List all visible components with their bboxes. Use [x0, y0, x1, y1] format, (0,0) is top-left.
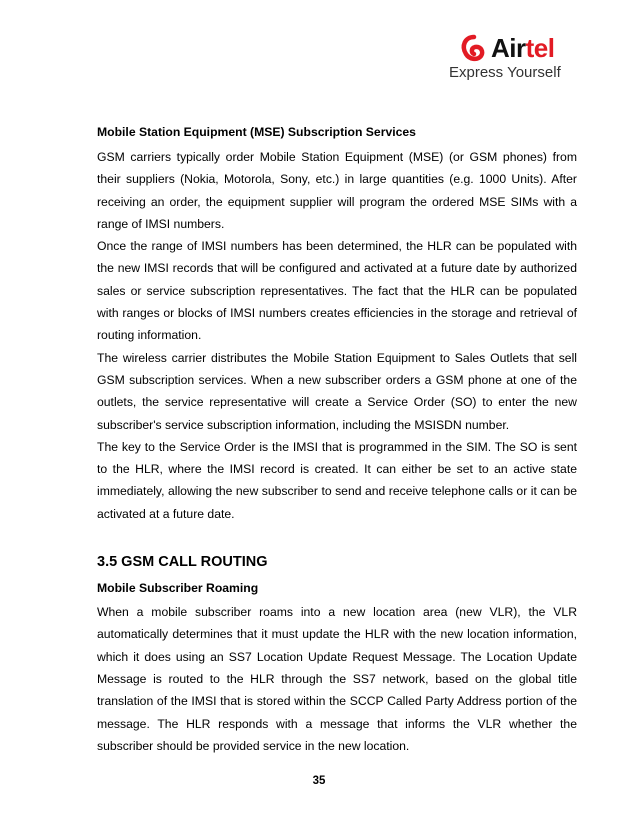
airtel-swirl-icon	[459, 34, 489, 64]
page-number: 35	[312, 775, 326, 787]
document-body	[97, 124, 577, 757]
paragraph: Once the range of IMSI numbers has been determined, the HLR can be populated with the new IMSI records that will be configured and activated at a future date by authorized sales or service subscription representatives. The fact that the HLR can be populated with ranges or blocks of IMSI numbers creates efficiencies in the storage and retrieval of routing information.	[97, 239, 577, 343]
logo-tagline: Express Yourself	[449, 64, 561, 81]
paragraph: GSM carriers typically order Mobile Station Equipment (MSE) (or GSM phones) from their suppliers (Nokia, Motorola, Sony, etc.) in large quantities (e.g. 1000 Units). After receiving an order, the equipment supplier will program the ordered MSE SIMs with a range of IMSI numbers.	[97, 150, 577, 231]
paragraph: When a mobile subscriber roams into a new location area (new VLR), the VLR automatically determines that it must update the HLR with the new location information, which it does using an SS7 Location Update Request Message. The Location Update Message is routed to the HLR through the SS7 network, based on the global title translation of the IMSI that is stored within the SCCP Called Party Address portion of the message. The HLR responds with a message that informs the VLR whether the subscriber should be provided service in the new location.	[97, 605, 577, 753]
paragraph: The key to the Service Order is the IMSI that is programmed in the SIM. The SO is sent to the HLR, where the IMSI record is created. It can either be set to an active state immediately, allowing the new subscriber to send and receive telephone calls or it can be activated at a future date.	[97, 439, 577, 521]
airtel-logo	[441, 32, 571, 82]
paragraph: The wireless carrier distributes the Mobile Station Equipment to Sales Outlets that sell GSM subscription services. When a new subscriber orders a GSM phone at one of the outlets, the service representative will create a Service Order (SO) to enter the new subscriber's service subscription information, including the MSISDN number.	[97, 350, 577, 432]
section-title: 3.5 GSM CALL ROUTING	[97, 554, 268, 571]
mse-heading: Mobile Station Equipment (MSE) Subscription Services	[97, 125, 416, 139]
roaming-heading: Mobile Subscriber Roaming	[97, 581, 259, 596]
logo-wordmark: Airtel	[491, 33, 555, 63]
